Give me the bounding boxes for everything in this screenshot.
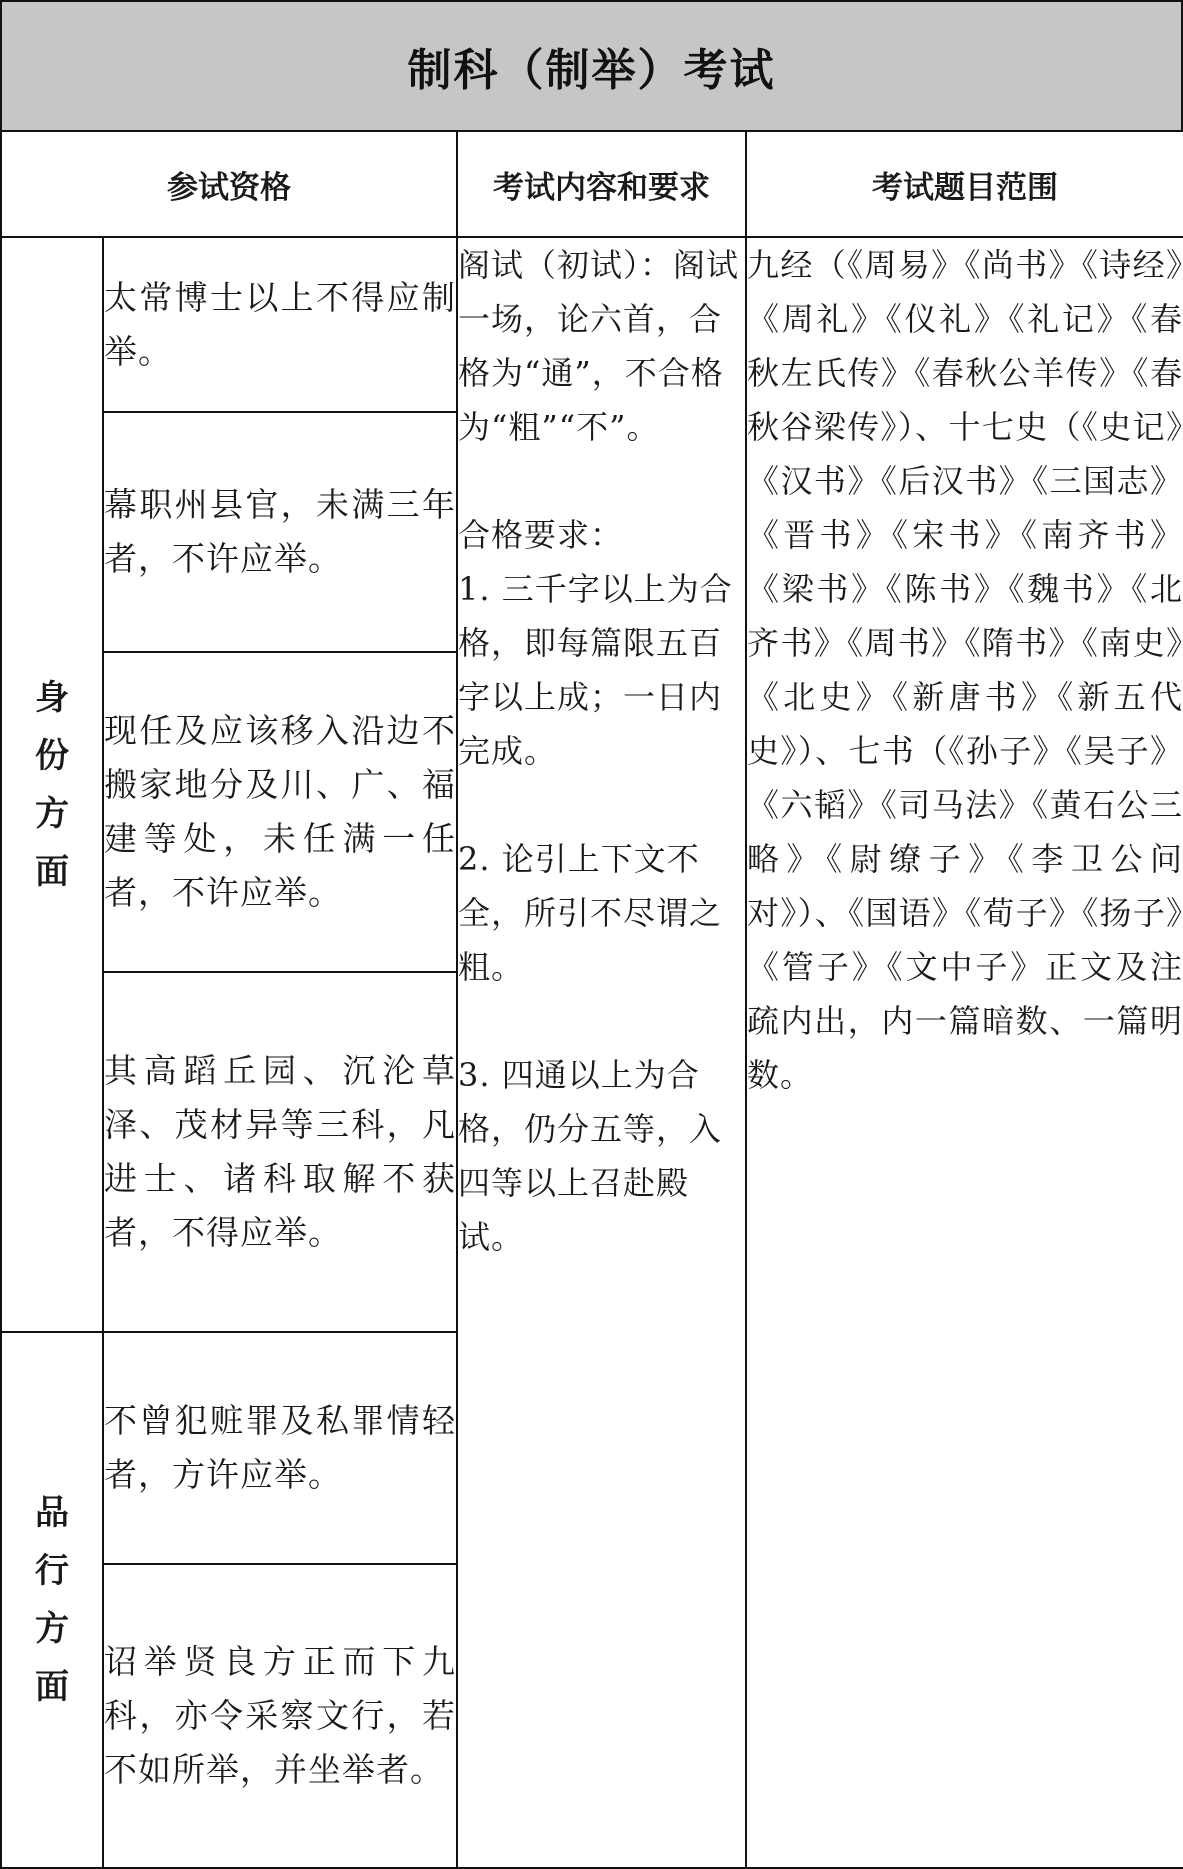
eligibility-item: 现任及应该移入沿边不搬家地分及川、广、福建等处，未任满一任者，不许应举。: [103, 652, 457, 972]
category-char: 身: [35, 677, 69, 718]
header-scope: 考试题目范围: [746, 131, 1183, 237]
exam-table: [0, 130, 1183, 1869]
content-paragraph: 1. 三千字以上为合格，即每篇限五百字以上成；一日内完成。: [458, 570, 733, 770]
title-bar: [0, 0, 1183, 132]
eligibility-item: 诏举贤良方正而下九科，亦令采察文行，若不如所举，并坐举者。: [103, 1564, 457, 1868]
category-char: 方: [35, 1609, 69, 1649]
content-paragraph: 2. 论引上下文不全，所引不尽谓之粗。: [458, 840, 723, 986]
table-title: 制科（制举）考试: [407, 45, 776, 96]
eligibility-item: 不曾犯赃罪及私罪情轻者，方许应举。: [103, 1332, 457, 1564]
eligibility-item: 幕职州县官，未满三年者，不许应举。: [103, 412, 457, 652]
eligibility-item: 其高蹈丘园、沉沦草泽、茂材异等三科，凡进士、诸科取解不获者，不得应举。: [103, 972, 457, 1332]
category-char: 面: [35, 851, 69, 892]
table-row: [1, 237, 1183, 412]
content-requirements-title: 合格要求：: [458, 516, 624, 554]
category-conduct: [1, 1332, 103, 1868]
header-eligibility: 参试资格: [1, 131, 457, 237]
header-content: 考试内容和要求: [457, 131, 746, 237]
header-row: [1, 131, 1183, 237]
content-paragraph: 阁试（初试）：阁试一场，论六首，合格为“通”，不合格为“粗”“不”。: [458, 246, 740, 446]
content-paragraph: 3. 四通以上为合格，仍分五等，入四等以上召赴殿试。: [458, 1056, 723, 1256]
category-char: 行: [35, 1551, 69, 1591]
category-char: 面: [35, 1667, 69, 1707]
category-char: 份: [35, 735, 69, 776]
category-char: 方: [35, 793, 69, 834]
eligibility-item: 太常博士以上不得应制举。: [103, 237, 457, 412]
exam-scope-cell: 九经（《周易》《尚书》《诗经》《周礼》《仪礼》《礼记》《春秋左氏传》《春秋公羊传》《春秋谷梁传》）、十七史（《史记》《汉书》《后汉书》《三国志》《晋书》《宋书》《南齐书》《梁书》《陈书》《魏书》《北齐书》《周书》《隋书》《南史》《北史》《新唐书》《新五代史》）、七书（《孙子》《吴子》《六韬》《司马法》《黄石公三略》《尉缭子》《李卫公问对》）、《国语》《荀子》《扬子》《管子》《文中子》正文及注疏内出，内一篇暗数、一篇明数。: [746, 237, 1183, 1868]
category-identity: [1, 237, 103, 1332]
exam-content-cell: [457, 237, 746, 1868]
category-char: 品: [35, 1493, 69, 1533]
